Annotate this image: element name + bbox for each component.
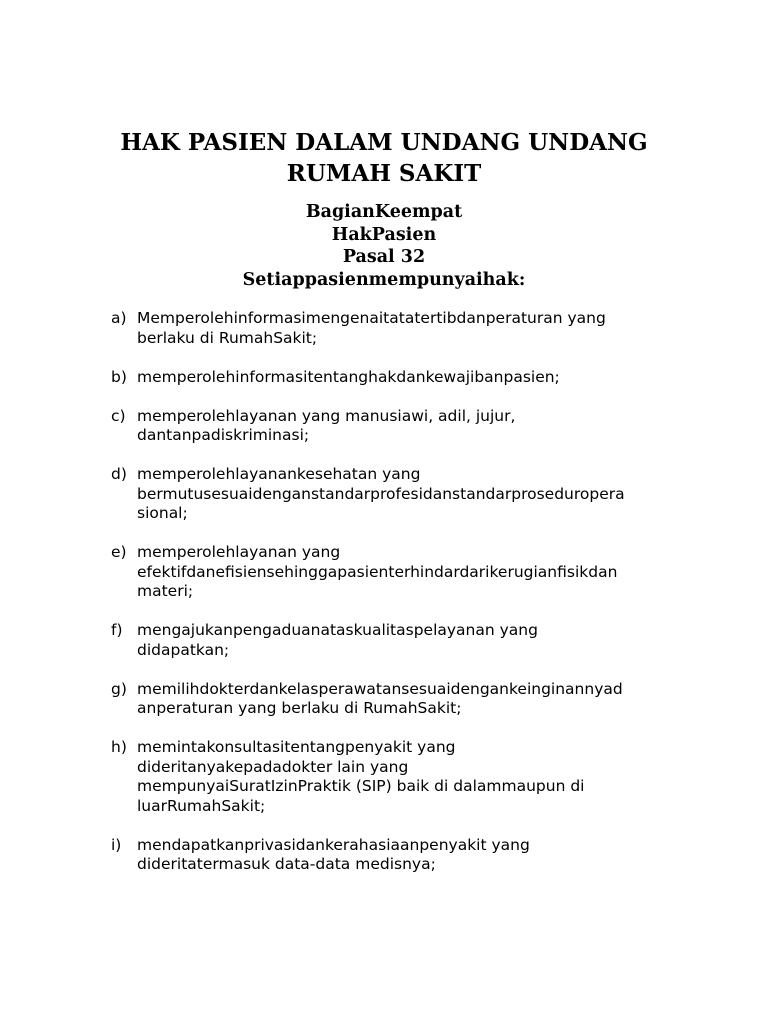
- list-item-text-line: memperolehlayanan yang: [137, 543, 341, 561]
- list-item-text-line: dideritanyakepadadokter lain yang: [137, 757, 409, 776]
- section-heading: HakPasien: [331, 224, 437, 245]
- list-item-text-line: berlaku di RumahSakit;: [137, 328, 318, 347]
- list-item-text-line: memperolehlayanan yang manusiawi, adil, jujur,: [137, 406, 516, 425]
- list-item-text-line: dideritatermasuk data-data medisnya;: [137, 855, 436, 873]
- section-label: BagianKeempat: [305, 202, 463, 222]
- list-item-text-line: mengajukanpengaduanataskualitaspelayanan yang: [137, 621, 538, 639]
- list-item-text-line: mempunyaiSuratIzinPraktik (SIP) baik di dalammaupun di: [137, 777, 585, 795]
- section-heading-block: [0, 201, 768, 291]
- list-item: [111, 836, 711, 875]
- list-item-marker: g): [111, 679, 127, 698]
- rights-list: [111, 309, 711, 894]
- list-item-text-line: sional;: [137, 504, 188, 522]
- list-item-text-line: memperolehlayanankesehatan yang: [137, 465, 421, 483]
- list-item-text-line: anperaturan yang berlaku di RumahSakit;: [137, 699, 462, 717]
- list-item-text-line: memintakonsultasitentangpenyakit yang: [137, 738, 456, 756]
- list-item-marker: b): [111, 367, 127, 386]
- list-item: [111, 407, 711, 446]
- list-item-marker: a): [111, 309, 127, 327]
- list-item: [111, 621, 711, 660]
- list-item: [111, 543, 711, 602]
- list-item-text-line: didapatkan;: [137, 640, 230, 659]
- list-item-text-line: bermutusesuaidenganstandarprofesidanstandarproseduropera: [137, 484, 625, 503]
- list-item-marker: h): [111, 738, 127, 756]
- list-item-text-line: Memperolehinformasimengenaitatatertibdanperaturan yang: [137, 309, 606, 327]
- list-item-text-line: mendapatkanprivasidankerahasiaanpenyakit yang: [137, 835, 530, 854]
- article-intro: Setiappasienmempunyaihak:: [242, 269, 526, 290]
- title-line-2: RUMAH SAKIT: [286, 160, 482, 187]
- list-item-text-line: memilihdokterdankelasperawatansesuaidengankeinginannyad: [137, 679, 623, 698]
- list-item-marker: i): [111, 835, 122, 854]
- document-title: [0, 127, 768, 189]
- list-item: [111, 680, 711, 719]
- list-item-text-line: memperolehinformasitentanghakdankewajibanpasien;: [137, 367, 560, 386]
- list-item: [111, 465, 711, 524]
- list-item-text-line: efektifdanefisiensehinggapasienterhindardarikerugianfisikdan: [137, 562, 618, 581]
- title-line-1: HAK PASIEN DALAM UNDANG UNDANG: [120, 129, 648, 156]
- list-item-marker: f): [111, 621, 123, 639]
- list-item: [111, 309, 711, 348]
- list-item-marker: c): [111, 406, 126, 425]
- list-item-text-line: dantanpadiskriminasi;: [137, 426, 310, 444]
- list-item-marker: d): [111, 465, 127, 483]
- list-item-text-line: luarRumahSakit;: [137, 796, 266, 815]
- list-item-text-line: materi;: [137, 582, 194, 600]
- list-item-marker: e): [111, 543, 127, 561]
- list-item: [111, 738, 711, 816]
- list-item: [111, 368, 711, 388]
- article-label: Pasal 32: [342, 247, 426, 267]
